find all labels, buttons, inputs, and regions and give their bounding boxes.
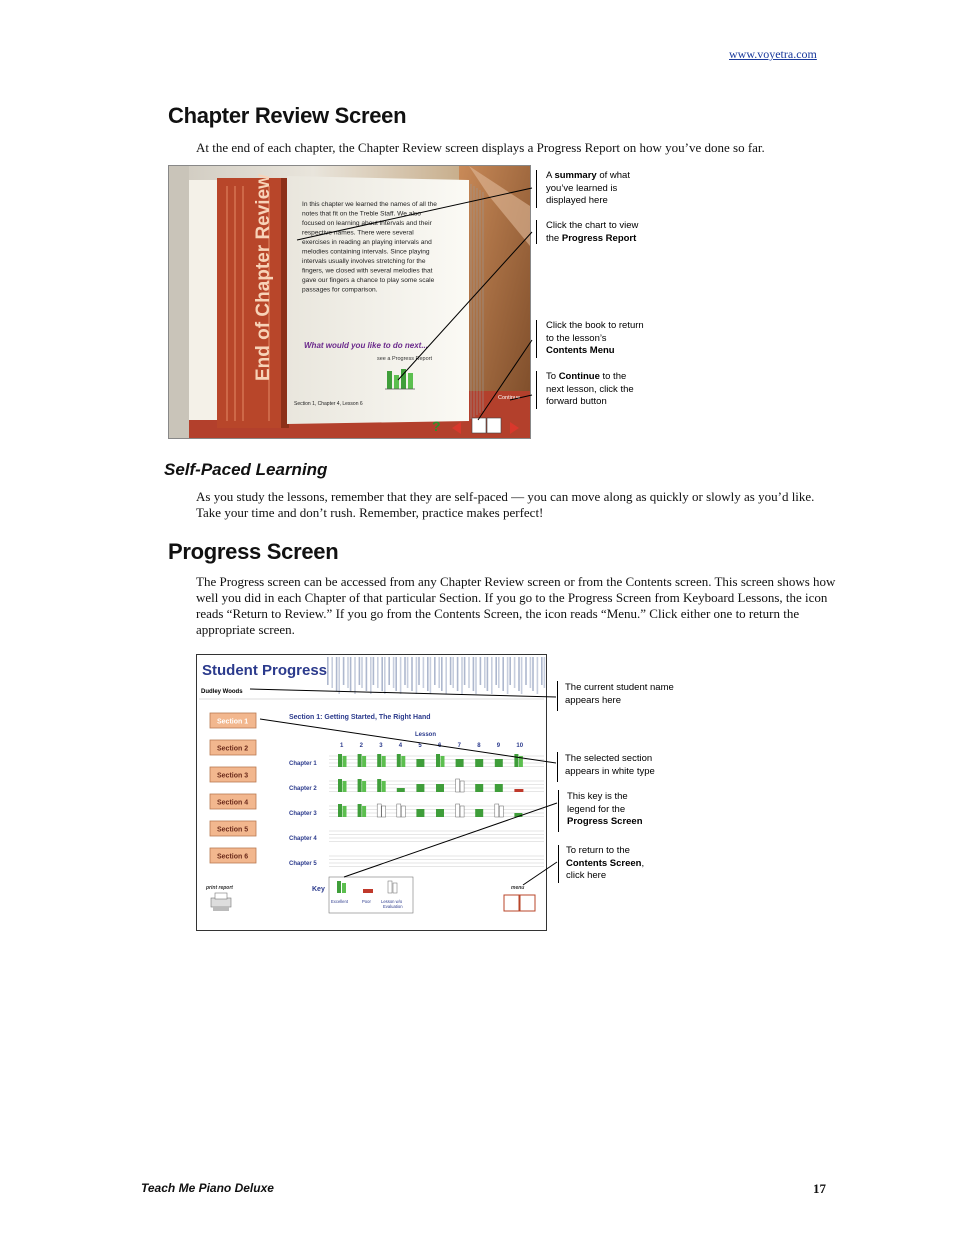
lesson-number: 5 xyxy=(418,743,422,749)
summary-line: gave our fingers a chance to play some scale xyxy=(302,277,435,284)
lesson-number: 2 xyxy=(359,743,363,749)
lesson-number: 6 xyxy=(438,743,442,749)
question-text: What would you like to do next... xyxy=(304,341,428,350)
callout-key-legend: This key is the legend for the Progress Screen xyxy=(567,791,643,827)
summary-line: intervals usually involves stretching for the xyxy=(302,258,426,265)
progress-screen-body: The Progress screen can be accessed from any Chapter Review screen or from the Contents screen. This screen shows how well you did in each Chapter of that particular Section. If you go to the Progress Screen from Keyboard Lessons, the icon reads “Return to Review.” If you go from the Contents Screen, the icon reads “Menu.” Click either one to return the appropriate screen. xyxy=(196,574,836,637)
footer-product: Teach Me Piano Deluxe xyxy=(141,1181,274,1195)
see-report-link[interactable]: see a Progress Report xyxy=(377,356,433,362)
callout-continue: To Continue to the next lesson, click the forward button xyxy=(546,371,634,407)
callout-selected-section: The selected section appears in white type xyxy=(565,753,655,777)
summary-line: melodies containing intervals. Since playing xyxy=(302,248,430,256)
callout-contents: To return to the Contents Screen, click here xyxy=(566,845,645,881)
summary-line: exercises in reading an playing intervals and xyxy=(302,239,432,246)
spine-title: End of Chapter Review xyxy=(253,174,274,381)
continue-label[interactable]: Continue xyxy=(498,395,521,401)
chapter-label: Chapter 2 xyxy=(289,786,317,792)
chapter-label: Chapter 4 xyxy=(289,836,317,842)
section-tab-label: Section 5 xyxy=(217,826,249,834)
lesson-number: 10 xyxy=(516,743,524,749)
section-tab-label: Section 6 xyxy=(217,853,249,861)
self-paced-title: Self-Paced Learning xyxy=(164,460,328,479)
chapter-label: Chapter 5 xyxy=(289,861,317,867)
progress-leaders xyxy=(0,640,954,940)
chapter-review-leaders xyxy=(0,0,954,460)
summary-line: respective names. There were several xyxy=(302,229,414,237)
callout-student-name: The current student name appears here xyxy=(565,682,674,706)
page-number: 17 xyxy=(813,1181,826,1196)
section-heading: Section 1: Getting Started, The Right Hand xyxy=(289,714,431,721)
section-tab-label: Section 2 xyxy=(217,745,249,753)
summary-line: passages for comparison. xyxy=(302,286,378,294)
section-tab-label: Section 4 xyxy=(217,799,249,807)
callout-book: Click the book to return to the lesson’s Contents Menu xyxy=(546,320,644,356)
student-name: Dudley Woods xyxy=(201,689,243,695)
website-link[interactable]: www.voyetra.com xyxy=(729,47,817,61)
menu-label[interactable]: menu xyxy=(511,885,525,891)
summary-line: notes that fit on the Treble Staff. We also xyxy=(302,210,421,218)
key-excellent: Excellent xyxy=(331,899,348,904)
self-paced-body: As you study the lessons, remember that they are self-paced — you can move along as quickly or slowly as you’d like. Take your time and don’t rush. Remember, practice makes perfect! xyxy=(196,489,815,520)
summary-line: In this chapter we learned the names of all the xyxy=(302,201,437,208)
lesson-number: 4 xyxy=(398,743,403,749)
callout-summary: A summary of what you’ve learned is displayed here xyxy=(546,170,630,206)
lesson-number: 7 xyxy=(457,743,461,749)
progress-screen-title: Progress Screen xyxy=(168,539,339,564)
lesson-number: 9 xyxy=(496,743,501,749)
chapter-label: Chapter 3 xyxy=(289,811,317,817)
summary-line: fingers, we closed with several melodies that xyxy=(302,267,433,275)
chapter-review-intro: At the end of each chapter, the Chapter Review screen displays a Progress Report on how you’ve done so far. xyxy=(196,140,765,155)
lesson-location: Section 1, Chapter 4, Lesson 6 xyxy=(294,401,363,407)
lesson-number: 8 xyxy=(477,743,481,749)
key-no-evaluation: Lesson w/o Evaluation xyxy=(381,899,403,909)
help-icon[interactable]: ? xyxy=(432,418,441,434)
chapter-label: Chapter 1 xyxy=(289,761,317,767)
print-report-label[interactable]: print report xyxy=(206,885,233,891)
lesson-number: 1 xyxy=(340,743,344,749)
section-tab-label: Section 3 xyxy=(217,772,249,780)
lesson-number: 3 xyxy=(379,743,383,749)
chapter-review-title: Chapter Review Screen xyxy=(168,103,407,128)
callout-chart: Click the chart to view the Progress Report xyxy=(546,220,639,244)
key-poor: Poor xyxy=(362,899,371,904)
section-tab-label: Section 1 xyxy=(217,718,249,726)
summary-line: focused on learning about intervals and their xyxy=(302,220,432,227)
key-label: Key xyxy=(312,886,325,893)
student-progress-title: Student Progress xyxy=(202,662,328,679)
lesson-label: Lesson xyxy=(415,732,437,738)
